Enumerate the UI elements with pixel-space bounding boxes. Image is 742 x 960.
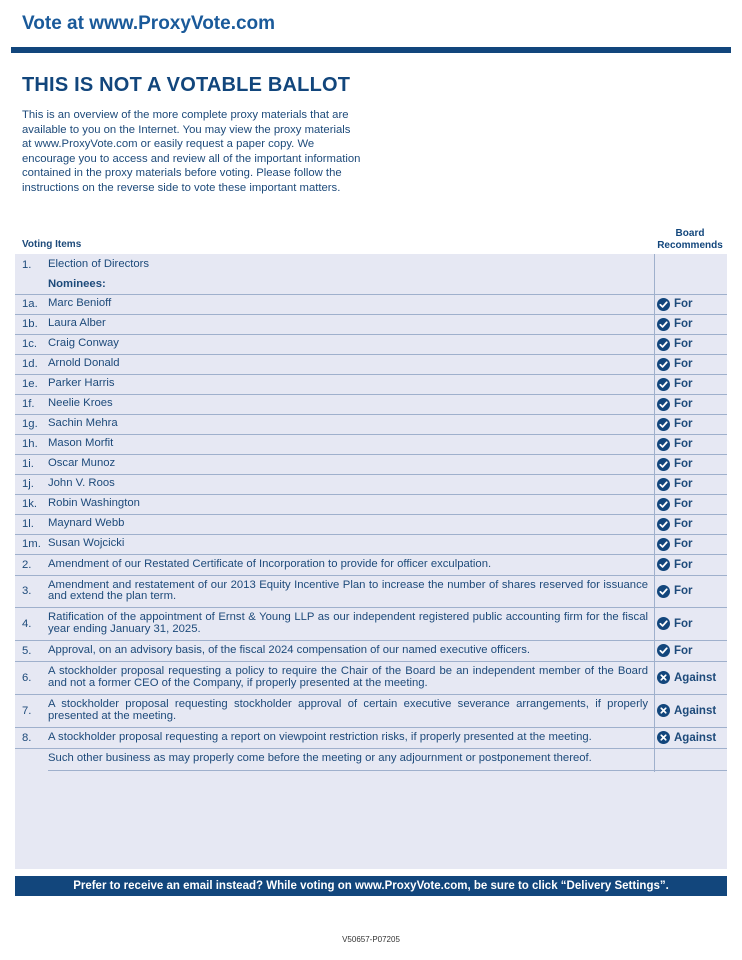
voting-item-row [15,607,727,640]
item-text: A stockholder proposal requesting a report on viewpoint restriction risks, if properly presented at the meeting. [48,727,654,748]
item-number: 3. [15,575,48,607]
board-recommendation: For [674,558,693,571]
board-recommendation: For [674,518,693,530]
document-code: V50657-P07205 [342,935,400,944]
check-circle-icon [657,298,674,311]
voting-item-row [15,694,727,727]
voting-item-row [15,334,727,354]
voting-item-row [15,374,727,394]
item-text: Election of Directors [48,257,150,270]
item-number: 4. [15,607,48,640]
board-recommendation: For [674,644,693,657]
check-circle-icon [657,518,674,531]
item-number: 1k. [15,494,48,514]
item-text: Ratification of the appointment of Ernst & Young LLP as our independent registered public accounting firm for the fiscal year ending January 31, 2025. [48,607,654,640]
item-number: 1a. [15,294,48,314]
check-circle-icon [657,617,674,630]
board-recommendation: For [674,538,693,550]
board-recommendation: For [674,398,693,410]
voting-item-row [15,514,727,534]
item-text: Amendment and restatement of our 2013 Equity Incentive Plan to increase the number of shares reserved for issuance and extend the plan term. [48,575,654,607]
header-rule [11,47,731,53]
item-number: 1j. [15,474,48,494]
nominees-row [15,275,727,294]
x-circle-icon [657,671,674,684]
check-circle-icon [657,558,674,571]
item-text: Craig Conway [48,334,654,354]
voting-item-row [15,394,727,414]
voting-item-row [15,554,727,575]
board-recommendation: For [674,378,693,390]
check-circle-icon [657,458,674,471]
check-circle-icon [657,418,674,431]
x-circle-icon [657,731,674,744]
board-recommendation: For [674,298,693,310]
voting-item-row [15,575,727,607]
item-number: 1e. [15,374,48,394]
nominees-label: Nominees: [48,277,106,290]
item-number: 1d. [15,354,48,374]
voting-item-row [15,314,727,334]
board-recommendation: For [674,458,693,470]
item-text: Arnold Donald [48,354,654,374]
check-circle-icon [657,358,674,371]
item-text: John V. Roos [48,474,654,494]
board-recommends-label: Board Recommends [657,228,723,251]
board-recommendation: Against [674,704,717,717]
check-circle-icon [657,538,674,551]
ballot-heading: THIS IS NOT A VOTABLE BALLOT [22,74,351,96]
item-number: 1m. [15,534,48,554]
voting-item-row [15,534,727,554]
item-number: 1i. [15,454,48,474]
item-number: 2. [15,554,48,575]
intro-paragraph: This is an overview of the more complete proxy materials that are available to you on the Internet. You may view the proxy materials at www.ProxyVote.com or easily request a paper copy. We encourage you to access and review all of the important information contained in the proxy materials before voting. Please follow the instructions on the reverse side to vote these important matters. [22,109,361,194]
item-number: 1h. [15,434,48,454]
check-circle-icon [657,438,674,451]
item-number: 1f. [15,394,48,414]
voting-item-row [15,454,727,474]
voting-items-header: Voting Items [22,239,82,250]
item-number: 8. [15,727,48,748]
item-text: Oscar Munoz [48,454,654,474]
item-number: 1b. [15,314,48,334]
item-number: 1l. [15,514,48,534]
board-recommendation: For [674,438,693,450]
item-number: 6. [15,661,48,694]
board-recommendation: For [674,338,693,350]
board-recommendation: Against [674,671,717,684]
voting-item-row [15,294,727,314]
item-text: Neelie Kroes [48,394,654,414]
board-recommendation: For [674,478,693,490]
item-text: A stockholder proposal requesting a policy to require the Chair of the Board be an independent member of the Board and not a former CEO of the Company, if properly presented at the meeting. [48,661,654,694]
other-business-row [15,748,727,770]
board-recommendation: For [674,358,693,370]
item-text: Mason Morfit [48,434,654,454]
x-circle-icon [657,704,674,717]
item-text: Marc Benioff [48,294,654,314]
email-delivery-banner: Prefer to receive an email instead? While voting on www.ProxyVote.com, be sure to click “Delivery Settings”. [15,876,727,896]
check-circle-icon [657,498,674,511]
item-text: Sachin Mehra [48,414,654,434]
board-recommendation: For [674,318,693,330]
voting-item-row [15,414,727,434]
check-circle-icon [657,585,674,598]
item-text: Approval, on an advisory basis, of the fiscal 2024 compensation of our named executive officers. [48,640,654,661]
item-text: Parker Harris [48,374,654,394]
header-title: Vote at www.ProxyVote.com [22,13,276,34]
board-recommendation: For [674,585,693,597]
voting-item-row [15,474,727,494]
voting-item-row [15,494,727,514]
check-circle-icon [657,318,674,331]
check-circle-icon [657,644,674,657]
item-text: Robin Washington [48,494,654,514]
item-text: Laura Alber [48,314,654,334]
check-circle-icon [657,478,674,491]
item-number: 1g. [15,414,48,434]
item-text: A stockholder proposal requesting stockholder approval of certain executive severance arrangements, if properly presented at the meeting. [48,694,654,727]
item-text: Susan Wojcicki [48,534,654,554]
voting-item-row [15,640,727,661]
voting-items-table [15,254,727,771]
check-circle-icon [657,378,674,391]
item-text: Maynard Webb [48,514,654,534]
check-circle-icon [657,398,674,411]
board-recommendation: For [674,418,693,430]
board-recommendation: For [674,617,693,630]
item-number: 1. [22,258,32,271]
board-recommends-header [652,228,728,251]
voting-item-row [15,727,727,748]
other-business-text: Such other business as may properly come before the meeting or any adjournment or postponement thereof. [48,748,654,770]
item-number: 1c. [15,334,48,354]
item-number: 5. [15,640,48,661]
voting-item-row [15,434,727,454]
board-recommendation: For [674,498,693,510]
board-recommendation: Against [674,731,717,744]
check-circle-icon [657,338,674,351]
item-number: 7. [15,694,48,727]
voting-item-row [15,354,727,374]
voting-item-row [15,661,727,694]
item-text: Amendment of our Restated Certificate of Incorporation to provide for officer exculpation. [48,554,654,575]
election-row [15,254,727,275]
